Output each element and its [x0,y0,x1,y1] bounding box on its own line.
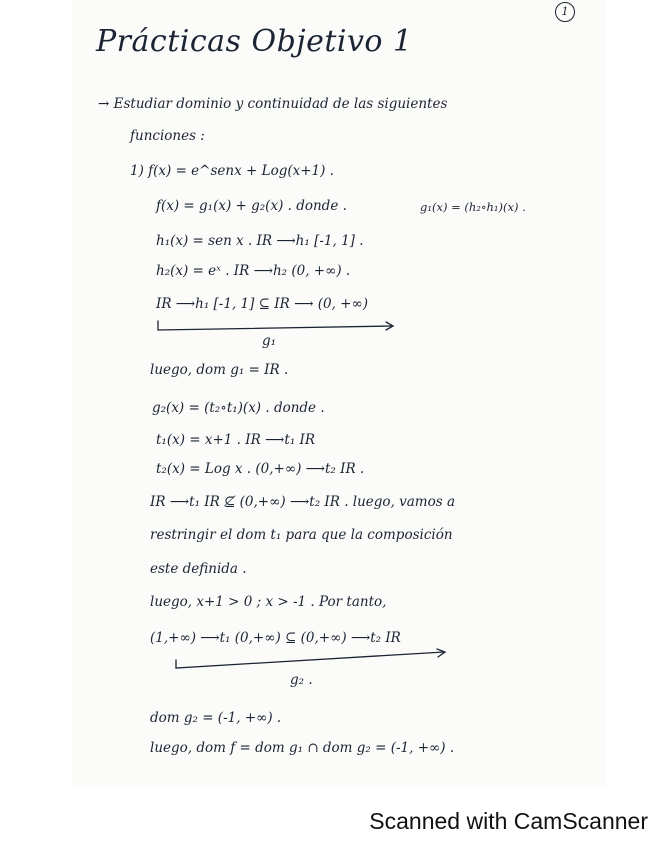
inequality-line: luego, x+1 > 0 ; x > -1 . Por tanto, [150,594,387,610]
intro-text: Estudiar dominio y continuidad de las siguientes [113,96,448,112]
page-number: 1 [555,2,575,22]
g1-brace-label: g₁ [262,333,277,349]
g2-brace-label: g₂ . [290,672,313,688]
bullet-arrow-icon: → [98,96,110,112]
h1-definition: h₁(x) = sen x . IR ⟶h₁ [-1, 1] . [156,233,364,249]
defined-line: este definida . [150,561,247,577]
h2-definition: h₂(x) = eˣ . IR ⟶h₂ (0, +∞) . [156,263,351,279]
scanner-watermark: Scanned with CamScanner [369,808,648,834]
g2-bracket-arrow [176,652,444,668]
g1-bracket-arrow [158,321,392,330]
t1-definition: t₁(x) = x+1 . IR ⟶t₁ IR [156,432,316,448]
function-definition: 1) f(x) = e^senx + Log(x+1) . [130,163,334,179]
dom-f: luego, dom f = dom g₁ ∩ dom g₂ = (-1, +∞) . [150,740,455,756]
function-split: f(x) = g₁(x) + g₂(x) . donde . [156,198,347,214]
dom-g1: luego, dom g₁ = IR . [150,362,289,378]
intro-line-2: funciones : [130,128,205,144]
g2-composition: g₂(x) = (t₂∘t₁)(x) . donde . [152,400,325,416]
g1-composition: g₁(x) = (h₂∘h₁)(x) . [420,200,526,214]
page-title: Prácticas Objetivo 1 [96,24,413,59]
t2-definition: t₂(x) = Log x . (0,+∞) ⟶t₂ IR . [156,461,365,477]
dom-g2: dom g₂ = (-1, +∞) . [150,710,282,726]
restrict-line: restringir el dom t₁ para que la composición [150,527,453,543]
chain-h: IR ⟶h₁ [-1, 1] ⊆ IR ⟶ (0, +∞) [156,296,368,312]
chain-restricted: (1,+∞) ⟶t₁ (0,+∞) ⊆ (0,+∞) ⟶t₂ IR [150,630,401,646]
chain-t: IR ⟶t₁ IR ⊈ (0,+∞) ⟶t₂ IR . luego, vamos a [150,494,456,510]
